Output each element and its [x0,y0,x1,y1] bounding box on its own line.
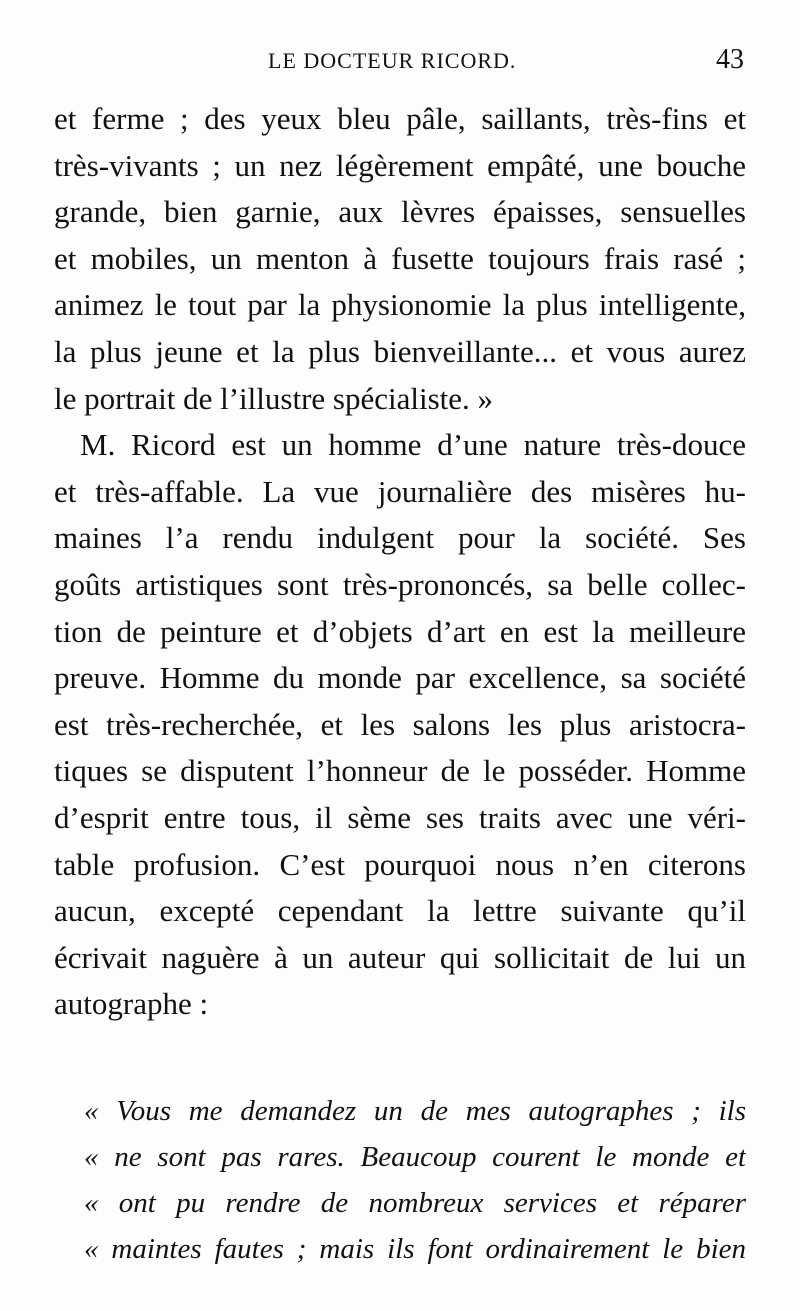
paragraph-continued [54,96,746,422]
text-line: d’esprit entre tous, il sème ses traits avec une véri- [54,799,746,835]
letter-quote [84,1088,746,1272]
text-line: est très-recherchée, et les salons les plus aristocra- [54,706,746,742]
text-line: le portrait de l’illustre spécialiste. » [54,380,494,416]
text-line: et très-affable. La vue journalière des misères hu- [54,473,746,509]
running-head [0,44,800,80]
text-line: goûts artistiques sont très-prononcés, sa belle collec- [54,566,746,602]
text-line: aucun, excepté cependant la lettre suivante qu’il [54,893,746,929]
text-line: M. Ricord est un homme d’une nature très-douce [80,427,746,463]
text-line: très-vivants ; un nez légèrement empâté, une bouche [54,147,746,183]
text-line: la plus jeune et la plus bienveillante... et vous aurez [54,333,746,369]
running-title: LE DOCTEUR RICORD. [268,48,517,73]
page-number: 43 [716,44,744,75]
text-line: et mobiles, un menton à fusette toujours frais rasé ; [54,240,746,276]
text-line: maines l’a rendu indulgent pour la société. Ses [54,520,746,556]
text-line: animez le tout par la physionomie la plus intelligente, [54,287,746,323]
text-line: tiques se disputent l’honneur de le posséder. Homme [54,753,746,789]
text-line: preuve. Homme du monde par excellence, sa société [54,660,746,696]
body-text [54,96,746,1028]
text-line: grande, bien garnie, aux lèvres épaisses, sensuelles [54,194,746,230]
text-line: écrivait naguère à un auteur qui sollicitait de lui un [54,939,746,975]
text-line: tion de peinture et d’objets d’art en est la meilleure [54,613,746,649]
text-line: et ferme ; des yeux bleu pâle, saillants, très-fins et [54,101,746,136]
quote-line: « ne sont pas rares. Beaucoup courent le monde et [84,1141,746,1173]
quote-line: « maintes fautes ; mais ils font ordinairement le bien [84,1233,746,1265]
text-line: table profusion. C’est pourquoi nous n’en citerons [54,846,746,882]
text-line: autographe : [54,986,209,1022]
quote-line: « ont pu rendre de nombreux services et réparer [84,1187,746,1219]
paragraph-ricord [54,422,746,1028]
quote-line: « Vous me demandez un de mes autographes ; ils [84,1095,746,1127]
